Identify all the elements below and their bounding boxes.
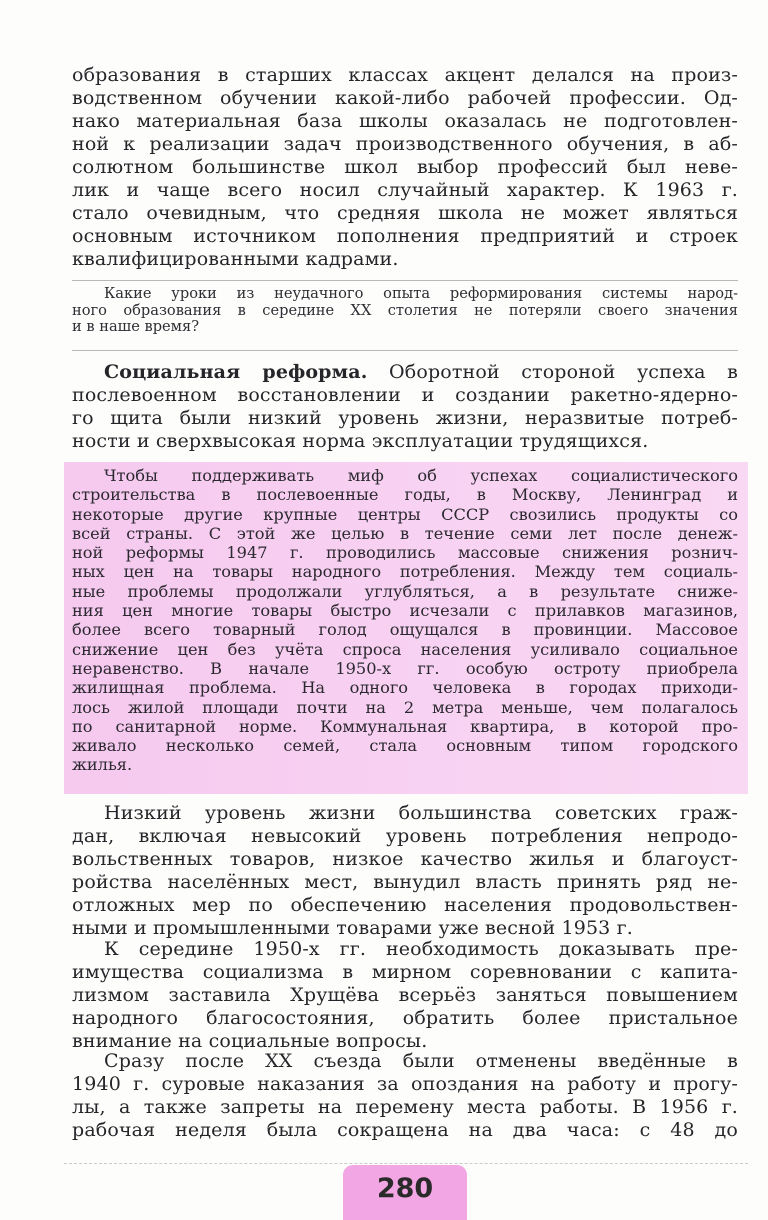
text-line: отложных мер по обеспечению населения продовольствен- — [72, 894, 738, 916]
text-line: народного благосостояния, обратить более пристальное — [72, 1007, 738, 1029]
text-line: солютном большинстве школ выбор профессий был неве- — [72, 156, 738, 178]
paragraph-social-reform — [72, 361, 738, 453]
text-line: лы, а также запреты на перемену места работы. В 1956 г. — [72, 1096, 738, 1118]
text-line: образования в старших классах акцент делался на произ- — [72, 64, 738, 86]
highlight-box-text — [72, 466, 738, 775]
highlight-line: жилищная проблема. На одного человека в городах приходи- — [72, 678, 738, 698]
text-line: Низкий уровень жизни большинства советских граж- — [104, 802, 738, 824]
text-line: вольственных товаров, низкое качество жилья и благоуст- — [72, 848, 738, 870]
question-line: и в наше время? — [72, 319, 200, 335]
text-line: К середине 1950-х гг. необходимость доказывать пре- — [104, 938, 738, 960]
divider-bottom — [72, 350, 738, 351]
highlight-line: живало несколько семей, стала основным типом городского — [72, 736, 738, 756]
highlight-line: строительства в послевоенные годы, в Москву, Ленинград и — [72, 485, 738, 505]
question-line: ного образования в середине XX столетия не потеряли своего значения — [72, 302, 738, 319]
highlight-line: снижение цен без учёта спроса населения усиливало социальное — [72, 639, 738, 659]
highlight-line: неравенство. В начале 1950-х гг. особую остроту приобрела — [72, 658, 738, 678]
text-line: стало очевидным, что средняя школа не может являться — [72, 202, 738, 224]
highlight-line: некоторые другие крупные центры СССР свозились продукты со — [72, 504, 738, 524]
heading-line-rest: Оборотной стороной успеха в — [367, 361, 738, 383]
highlight-line: лось жилой площади почти на 2 метра меньше, чем полагалось — [72, 697, 738, 717]
highlight-line: ния цен многие товары быстро исчезали с прилавков магазинов, — [72, 601, 738, 621]
paragraph-education — [72, 64, 738, 271]
text-line: квалифицированными кадрами. — [72, 248, 399, 270]
highlight-line: более всего товарный голод ощущался в провинции. Массовое — [72, 620, 738, 640]
footer-divider — [64, 1163, 748, 1164]
text-line: Сразу после XX съезда были отменены введённые в — [104, 1050, 738, 1072]
text-line: имущества социализма в мирном соревновании с капита- — [72, 961, 738, 983]
highlight-line: жилья. — [72, 755, 133, 775]
text-line: нако материальная база школы оказалась не подготовлен- — [72, 110, 738, 132]
text-line: внимание на социальные вопросы. — [72, 1030, 428, 1052]
divider-top — [72, 280, 738, 281]
highlight-line: ной реформы 1947 г. проводились массовые снижения рознич- — [72, 543, 738, 563]
page-number: 280 — [376, 1173, 434, 1204]
text-line: рабочая неделя была сокращена на два часа: с 48 до — [72, 1119, 738, 1141]
highlight-line: по санитарной норме. Коммунальная квартира, в которой про- — [72, 716, 738, 736]
text-line: ности и сверхвысокая норма эксплуатации трудящихся. — [72, 430, 649, 452]
text-line: лизмом заставила Хрущёва всерьёз заняться повышением — [72, 984, 738, 1006]
paragraph-khrushchev — [72, 938, 738, 1053]
review-question — [72, 286, 738, 336]
paragraph-xx-congress — [72, 1050, 738, 1142]
highlight-line: Чтобы поддерживать миф об успехах социалистического — [104, 466, 738, 485]
text-line: основным источником пополнения предприятий и строек — [72, 225, 738, 247]
text-line: дан, включая невысокий уровень потребления непродо- — [72, 825, 738, 847]
text-line: водственном обучении какой-либо рабочей профессии. Од- — [72, 87, 738, 109]
text-line: лик и чаще всего носил случайный характер. К 1963 г. — [72, 179, 738, 201]
text-line: ными и промышленными товарами уже весной 1953 г. — [72, 917, 633, 939]
text-line: ройства населённых мест, вынудил власть принять ряд не- — [72, 871, 738, 893]
text-line: 1940 г. суровые наказания за опоздания на работу и прогу- — [72, 1073, 738, 1095]
highlight-line: ных цен на товары народного потребления. Между тем социаль- — [72, 562, 738, 582]
paragraph-living-standard — [72, 802, 738, 940]
highlight-line: ные проблемы продолжали углубляться, а в результате сниже- — [72, 581, 738, 601]
highlight-line: всей страны. С этой же целью в течение семи лет после денеж- — [72, 523, 738, 543]
text-line: го щита были низкий уровень жизни, неразвитые потреб- — [72, 407, 738, 429]
text-line: послевоенном восстановлении и создании ракетно-ядерно- — [72, 384, 738, 406]
section-heading: Социальная реформа. — [104, 361, 368, 383]
text-line — [72, 361, 738, 384]
question-line: Какие уроки из неудачного опыта реформирования системы народ- — [104, 286, 738, 302]
text-line: ной к реализации задач производственного обучения, в аб- — [72, 133, 738, 155]
